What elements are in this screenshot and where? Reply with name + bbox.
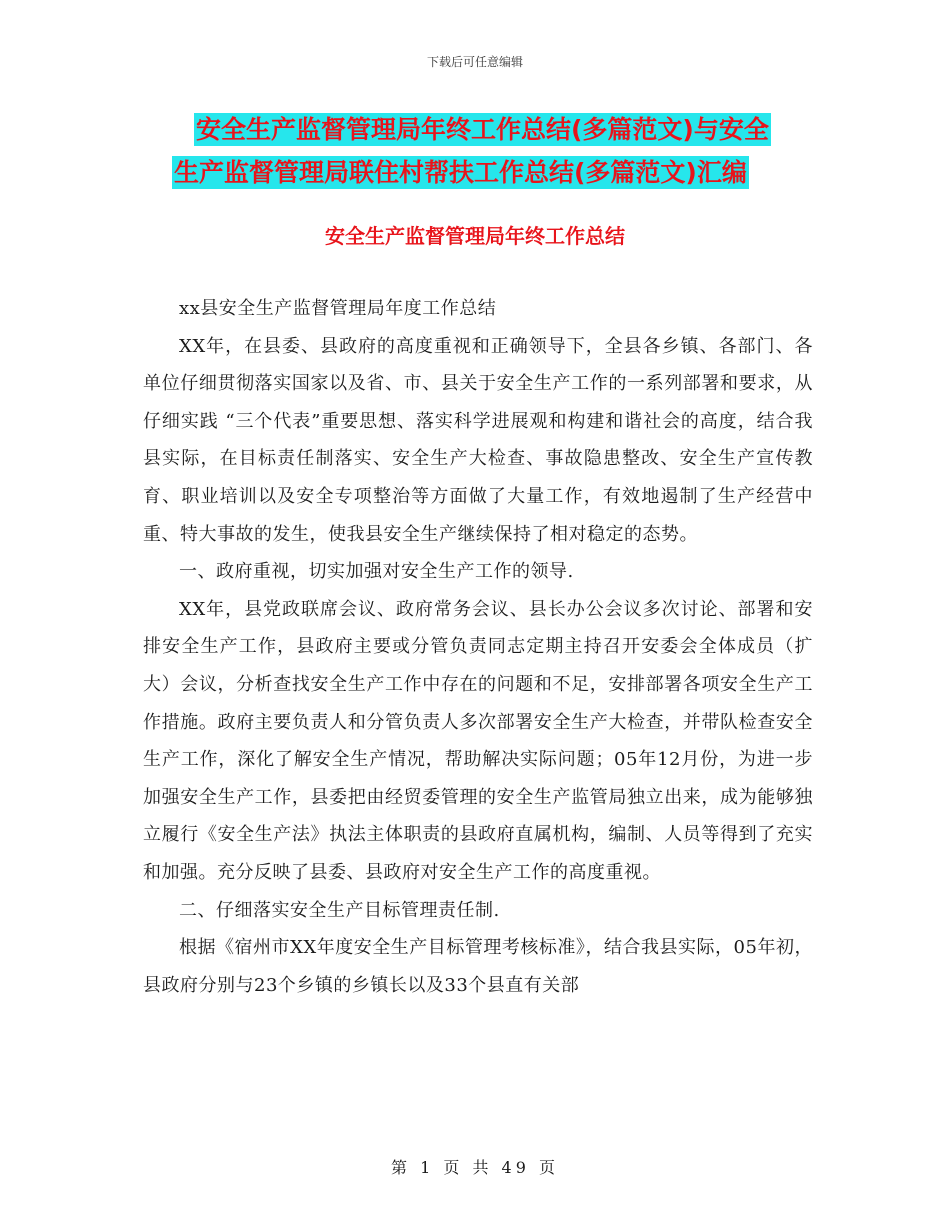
paragraph-heading-1: 一、政府重视，切实加强对安全生产工作的领导. <box>179 561 574 583</box>
paragraph-section-1: XX年，县党政联席会议、政府常务会议、县长办公会议多次讨论、部署和安排安全生产工作，县政府主要或分管负责同志定期主持召开安委会全体成员（扩大）会议，分析查找安全生产工作中存在的问题和不足，安排部署各项安全生产工作措施。政府主要负责人和分管负责人多次部署安全生产大检查，并带队检查安全生产工作，深化了解安全生产情况，帮助解决实际问题；05年12月份，为进一步加强安全生产工作，县委把由经贸委管理的安全生产监管局独立出来，成为能够独立履行《安全生产法》执法主体职责的县政府直属机构，编制、人员等得到了充实和加强。充分反映了县委、县政府对安全生产工作的高度重视。 <box>143 598 813 883</box>
section-title: 安全生产监督管理局年终工作总结 <box>325 224 625 248</box>
document-title <box>172 108 822 194</box>
title-highlight-2: 生产监督管理局联住村帮扶工作总结(多篇范文)汇编 <box>174 158 747 187</box>
paragraph-heading-2: 二、仔细落实安全生产目标管理责任制. <box>179 899 500 921</box>
paragraph-section-2: 根据《宿州市XX年度安全生产目标管理考核标准》，结合我县实际，05年初，县政府分别与23个乡镇的乡镇长以及33个县直有关部 <box>143 937 813 996</box>
document-title-line-2 <box>172 151 822 194</box>
title-highlight-1: 安全生产监督管理局年终工作总结(多篇范文)与安全 <box>196 115 769 144</box>
page-number-footer: 第 1 页 共 49 页 <box>391 1158 559 1177</box>
body-text <box>143 290 813 1004</box>
paragraph-intro: XX年，在县委、县政府的高度重视和正确领导下，全县各乡镇、各部门、各单位仔细贯彻落实国家以及省、市、县关于安全生产工作的一系列部署和要求，从仔细实践 “三个代表”重要思想、落实科学进展观和构建和谐社会的高度，结合我县实际，在目标责任制落实、安全生产大检查、事故隐患整改、安全生产宣传教育、职业培训以及安全专项整治等方面做了大量工作，有效地遏制了生产经营中重、特大事故的发生，使我县安全生产继续保持了相对稳定的态势。 <box>143 335 813 545</box>
paragraph-subtitle: xx县安全生产监督管理局年度工作总结 <box>179 298 497 319</box>
header-note: 下载后可任意编辑 <box>426 55 523 69</box>
document-title-line-1 <box>172 108 822 151</box>
